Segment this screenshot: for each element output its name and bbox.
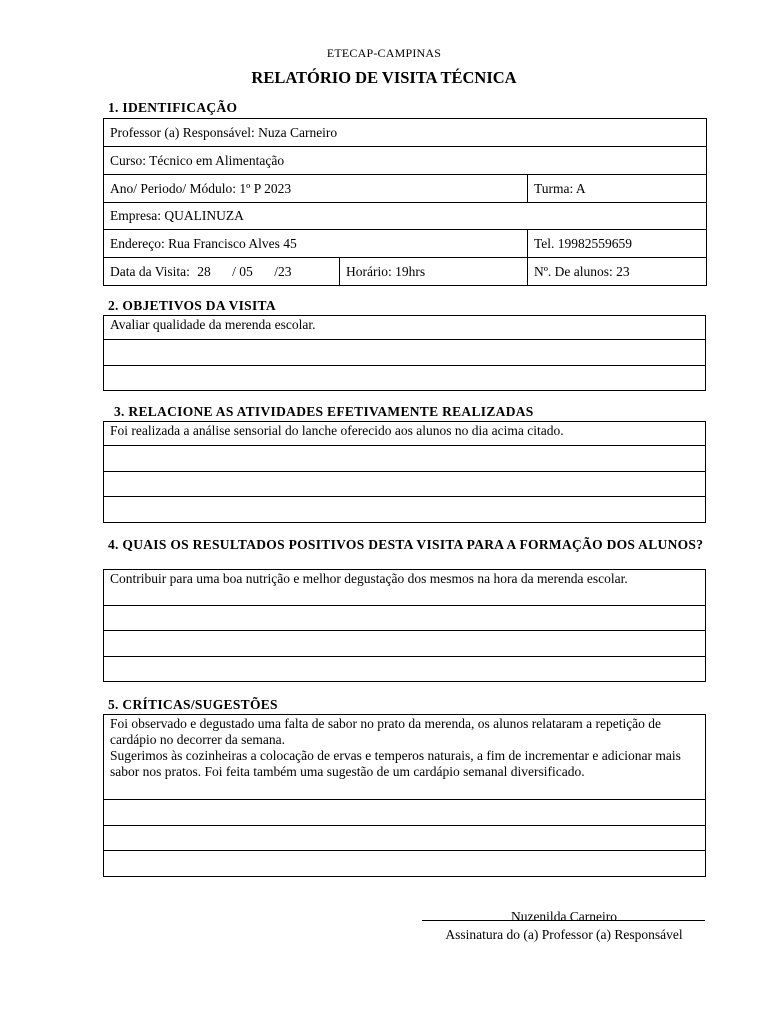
criticas-table [103,714,706,877]
objetivos-line: Avaliar qualidade da merenda escolar. [104,316,706,340]
endereco-field: Endereço: Rua Francisco Alves 45 [104,230,528,258]
section-identificacao-heading: 1. IDENTIFICAÇÃO [108,100,238,115]
criticas-text [104,715,706,800]
resultados-line [104,657,706,682]
data-visita-label: Data da Visita: [110,263,190,279]
data-visita-field [104,258,340,286]
section-objetivos-heading: 2. OBJETIVOS DA VISITA [108,298,276,313]
atividades-line: Foi realizada a análise sensorial do lanche oferecido aos alunos no dia acima citado. [104,422,706,446]
section-resultados-heading: 4. QUAIS OS RESULTADOS POSITIVOS DESTA VISITA PARA A FORMAÇÃO DOS ALUNOS? [108,537,704,552]
data-visita-year: /23 [274,263,292,279]
criticas-line [104,826,706,851]
signature-line [422,920,705,921]
atividades-line [104,472,706,497]
resultados-table [103,569,706,682]
alunos-field: Nº. De alunos: 23 [528,258,707,286]
data-visita-day: 28 [197,263,211,279]
atividades-table [103,421,706,523]
signature-name: Nuzenilda Carneiro [510,909,618,924]
section-criticas-heading: 5. CRÍTICAS/SUGESTÕES [108,697,278,712]
page-title: RELATÓRIO DE VISITA TÉCNICA [251,68,517,87]
professor-field: Professor (a) Responsável: Nuza Carneiro [104,119,707,147]
criticas-paragraph-1: Foi observado e degustado uma falta de sabor no prato da merenda, os alunos relataram a repetição de cardápio no decorrer da semana. [110,716,662,747]
objetivos-line [104,366,706,391]
criticas-line [104,851,706,877]
objetivos-table [103,315,706,391]
turma-field: Turma: A [528,175,707,203]
empresa-field: Empresa: QUALINUZA [104,203,707,230]
criticas-paragraph-2: Sugerimos às cozinheiras a colocação de ervas e temperos naturais, a fim de incrementar e adicionar mais sabor nos pratos. Foi feita também uma sugestão de um cardápio semanal diversificado. [110,748,681,779]
tel-field: Tel. 19982559659 [528,230,707,258]
criticas-line [104,800,706,826]
data-visita-month: / 05 [232,263,253,279]
identificacao-table [103,118,707,286]
curso-field: Curso: Técnico em Alimentação [104,147,707,175]
atividades-line [104,446,706,472]
school-name: ETECAP-CAMPINAS [326,46,442,60]
atividades-line [104,497,706,523]
resultados-line [104,606,706,631]
section-atividades-heading: 3. RELACIONE AS ATIVIDADES EFETIVAMENTE REALIZADAS [114,404,534,419]
resultados-text: Contribuir para uma boa nutrição e melhor degustação dos mesmos na hora da merenda escolar. [104,570,706,606]
resultados-line [104,631,706,657]
objetivos-line [104,340,706,366]
ano-field: Ano/ Periodo/ Módulo: 1º P 2023 [104,175,528,203]
signature-label: Assinatura do (a) Professor (a) Responsável [445,927,683,942]
horario-field: Horário: 19hrs [340,258,528,286]
